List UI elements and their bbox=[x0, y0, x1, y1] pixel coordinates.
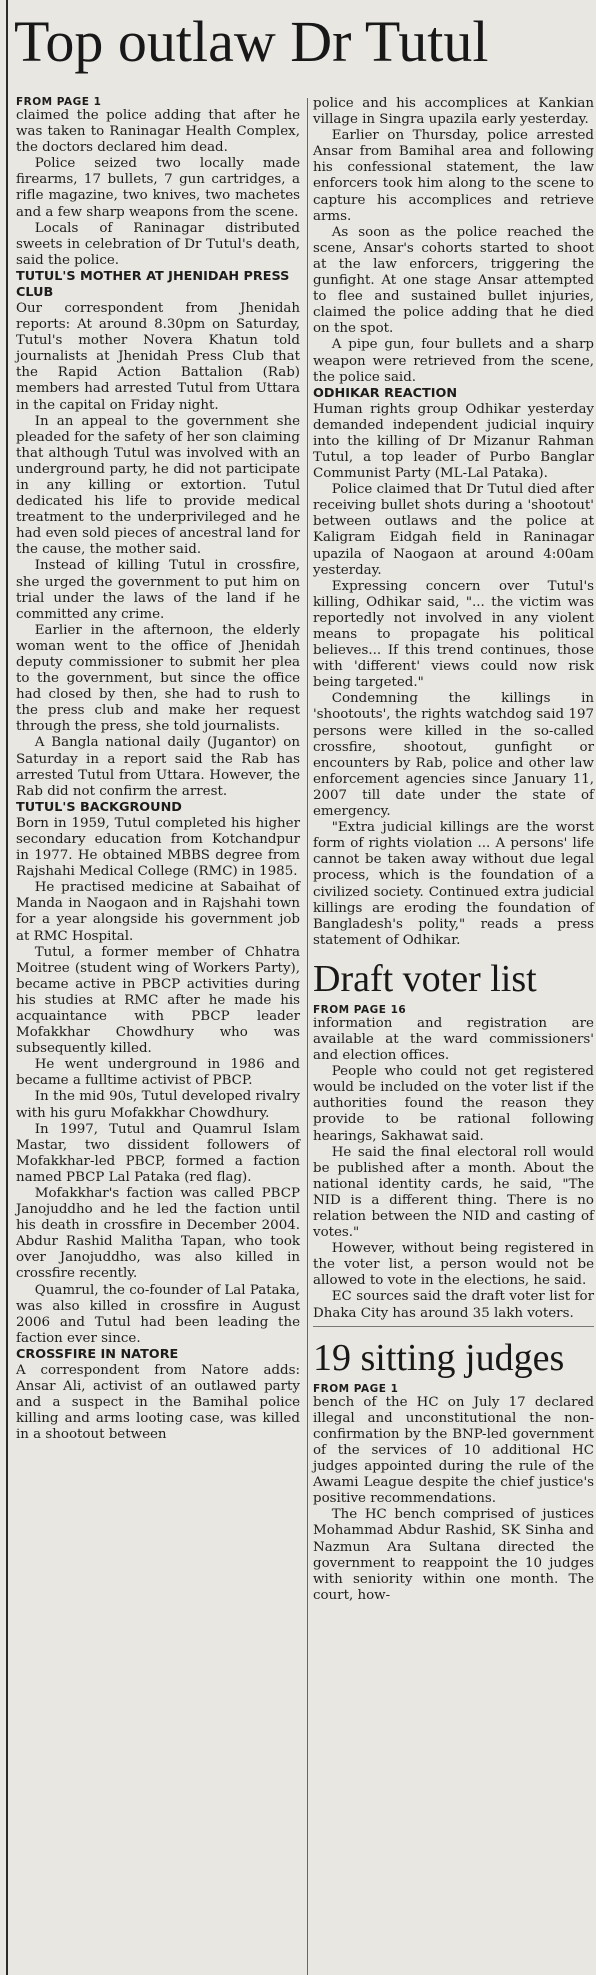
article-headline-sitting-judges: 19 sitting judges bbox=[313, 1336, 565, 1379]
paragraph: Instead of killing Tutul in crossfire, she urged the government to put him on trial under the laws of the land if he committed any crime. bbox=[16, 558, 300, 622]
paragraph: Police claimed that Dr Tutul died after receiving bullet shots during a 'shootout' between outlaws and the police at Kaligram Eidgah field in Raninagar upazila of Naogaon at around 4:00am yesterday. bbox=[313, 482, 594, 578]
subheading: TUTUL'S BACKGROUND bbox=[16, 799, 182, 815]
paragraph: information and registration are available at the ward commissioners' and election offices. bbox=[313, 1015, 594, 1064]
paragraph: Locals of Raninagar distributed sweets in celebration of Dr Tutul's death, said the police. bbox=[16, 220, 300, 268]
jump-kicker: FROM PAGE 1 bbox=[16, 96, 102, 108]
paragraph: "Extra judicial killings are the worst form of rights violation ... A persons' life cannot be taken away without due legal process, which is the foundation of a civilized society. Continued extra judicial killings are eroding the foundation of Bangladesh's polity," reads a press statement of Odhikar. bbox=[313, 820, 594, 948]
paragraph: Police seized two locally made firearms, 17 bullets, 7 gun cartridges, a rifle magazine, two knives, two machetes and a few sharp weapons from the scene. bbox=[16, 156, 300, 220]
paragraph: The HC bench comprised of justices Mohammad Abdur Rashid, SK Sinha and Nazmun Ara Sultana directed the government to reappoint the 10 judges with seniority within one month. The court, how- bbox=[313, 1507, 594, 1603]
paragraph: A pipe gun, four bullets and a sharp weapon were retrieved from the scene, the police said. bbox=[313, 337, 594, 385]
paragraph: Condemning the killings in 'shootouts', the rights watchdog said 197 persons were killed in the so-called crossfire, shootout, gunfight or encounters by Rab, police and other law enforcement agencies since January 11, 2007 till date under the state of emergency. bbox=[313, 691, 594, 820]
paragraph: Quamrul, the co-founder of Lal Pataka, was also killed in crossfire in August 2006 and Tutul had been leading the faction ever since. bbox=[16, 1282, 300, 1346]
headline: Top outlaw Dr Tutul bbox=[14, 9, 489, 74]
paragraph: Born in 1959, Tutul completed his higher secondary education from Kotchandpur in 1977. He obtained MBBS degree from Rajshahi Medical College (RMC) in 1985. bbox=[16, 815, 300, 880]
column-divider bbox=[307, 98, 308, 1975]
jump-kicker: FROM PAGE 16 bbox=[313, 1003, 407, 1016]
left-column-rule bbox=[6, 0, 8, 1975]
paragraph: In an appeal to the government she pleaded for the safety of her son claiming that although Tutul was involved with an underground party, he did not participate in any killing or extortion. Tutul dedicated his life to provide medical treatment to the underprivileged and he had even sold pieces of ancestral land for the cause, the mother said. bbox=[16, 413, 300, 558]
left-column bbox=[16, 96, 300, 1443]
paragraph: Mofakkhar's faction was called PBCP Janojuddho and he led the faction until his death in crossfire in December 2004. Abdur Rashid Malitha Tapan, who took over Janojuddho, was also killed in crossfire recently. bbox=[16, 1186, 300, 1282]
divider bbox=[313, 1326, 594, 1327]
paragraph: claimed the police adding that after he was taken to Raninagar Health Complex, the doctors declared him dead. bbox=[16, 108, 300, 156]
paragraph: police and his accomplices at Kankian village in Singra upazila early yesterday. bbox=[313, 96, 594, 128]
paragraph: As soon as the police reached the scene, Ansar's cohorts started to shoot at the law enforcers, triggering the gunfight. At one stage Ansar attempted to flee and sustained bullet injuries, claimed the police adding that he died on the spot. bbox=[313, 224, 594, 337]
paragraph: He practised medicine at Sabaihat of Manda in Naogaon and in Rajshahi town for a year alongside his government job at RMC Hospital. bbox=[16, 880, 300, 944]
paragraph: He went underground in 1986 and became a fulltime activist of PBCP. bbox=[16, 1057, 300, 1089]
paragraph: He said the final electoral roll would be published after a month. About the national identity cards, he said, "The NID is a different thing. There is no relation between the NID and casting of votes." bbox=[313, 1144, 594, 1241]
paragraph: However, without being registered in the voter list, a person would not be allowed to vote in the elections, he said. bbox=[313, 1241, 594, 1289]
paragraph: In 1997, Tutul and Quamrul Islam Mastar, two dissident followers of Mofakkhar-led PBCP, formed a faction named PBCP Lal Pataka (red flag). bbox=[16, 1121, 300, 1185]
right-column bbox=[313, 96, 594, 1604]
paragraph: Expressing concern over Tutul's killing, Odhikar said, "... the victim was reportedly not involved in any violent means to propagate his political believes... If this trend continues, those with 'different' views could now risk being targeted." bbox=[313, 578, 594, 691]
paragraph: A correspondent from Natore adds: Ansar Ali, activist of an outlawed party and a suspect in the Bamihal police killing and arms looting case, was killed in a shootout between bbox=[16, 1362, 300, 1443]
subheading: ODHIKAR REACTION bbox=[313, 385, 458, 401]
paragraph: Earlier in the afternoon, the elderly woman went to the office of Jhenidah deputy commissioner to submit her plea to the government, but since the office had closed by then, she had to rush to the press club and make her request through the press, she told journalists. bbox=[16, 622, 300, 735]
paragraph: bench of the HC on July 17 declared illegal and unconstitutional the non-confirmation by the BNP-led government of the services of 10 additional HC judges appointed during the rule of the Awami League despite the chief justice's positive recommendations. bbox=[313, 1394, 594, 1507]
subheading: TUTUL'S MOTHER AT JHENIDAH PRESS CLUB bbox=[16, 268, 290, 300]
paragraph: Our correspondent from Jhenidah reports: At around 8.30pm on Saturday, Tutul's mother Novera Khatun told journalists at Jhenidah Press Club that the Rapid Action Battalion (Rab) members had arrested Tutul from Uttara in the capital on Friday night. bbox=[16, 300, 300, 413]
paragraph: Tutul, a former member of Chhatra Moitree (student wing of Workers Party), became active in PBCP activities during his studies at RMC after he made his acquaintance with PBCP leader Mofakkhar Chowdhury who was subsequently killed. bbox=[16, 944, 300, 1057]
paragraph: In the mid 90s, Tutul developed rivalry with his guru Mofakkhar Chowdhury. bbox=[16, 1089, 300, 1121]
article-headline-draft-voter-list: Draft voter list bbox=[313, 957, 537, 1000]
paragraph: Human rights group Odhikar yesterday demanded independent judicial inquiry into the killing of Dr Mizanur Rahman Tutul, a top leader of Purbo Banglar Communist Party (ML-Lal Pataka). bbox=[313, 401, 594, 482]
paragraph: EC sources said the draft voter list for Dhaka City has around 35 lakh voters. bbox=[313, 1289, 594, 1321]
paragraph: People who could not get registered would be included on the voter list if the authorities found the reason they provide to be rational following hearings, Sakhawat said. bbox=[313, 1064, 594, 1144]
paragraph: Earlier on Thursday, police arrested Ansar from Bamihal area and following his confessional statement, the law enforcers took him along to the scene to capture his accomplices and retrieve arms. bbox=[313, 128, 594, 224]
paragraph: A Bangla national daily (Jugantor) on Saturday in a report said the Rab has arrested Tutul from Uttara. However, the Rab did not confirm the arrest. bbox=[16, 735, 300, 799]
subheading: CROSSFIRE IN NATORE bbox=[16, 1346, 179, 1362]
jump-kicker: FROM PAGE 1 bbox=[313, 1382, 399, 1395]
